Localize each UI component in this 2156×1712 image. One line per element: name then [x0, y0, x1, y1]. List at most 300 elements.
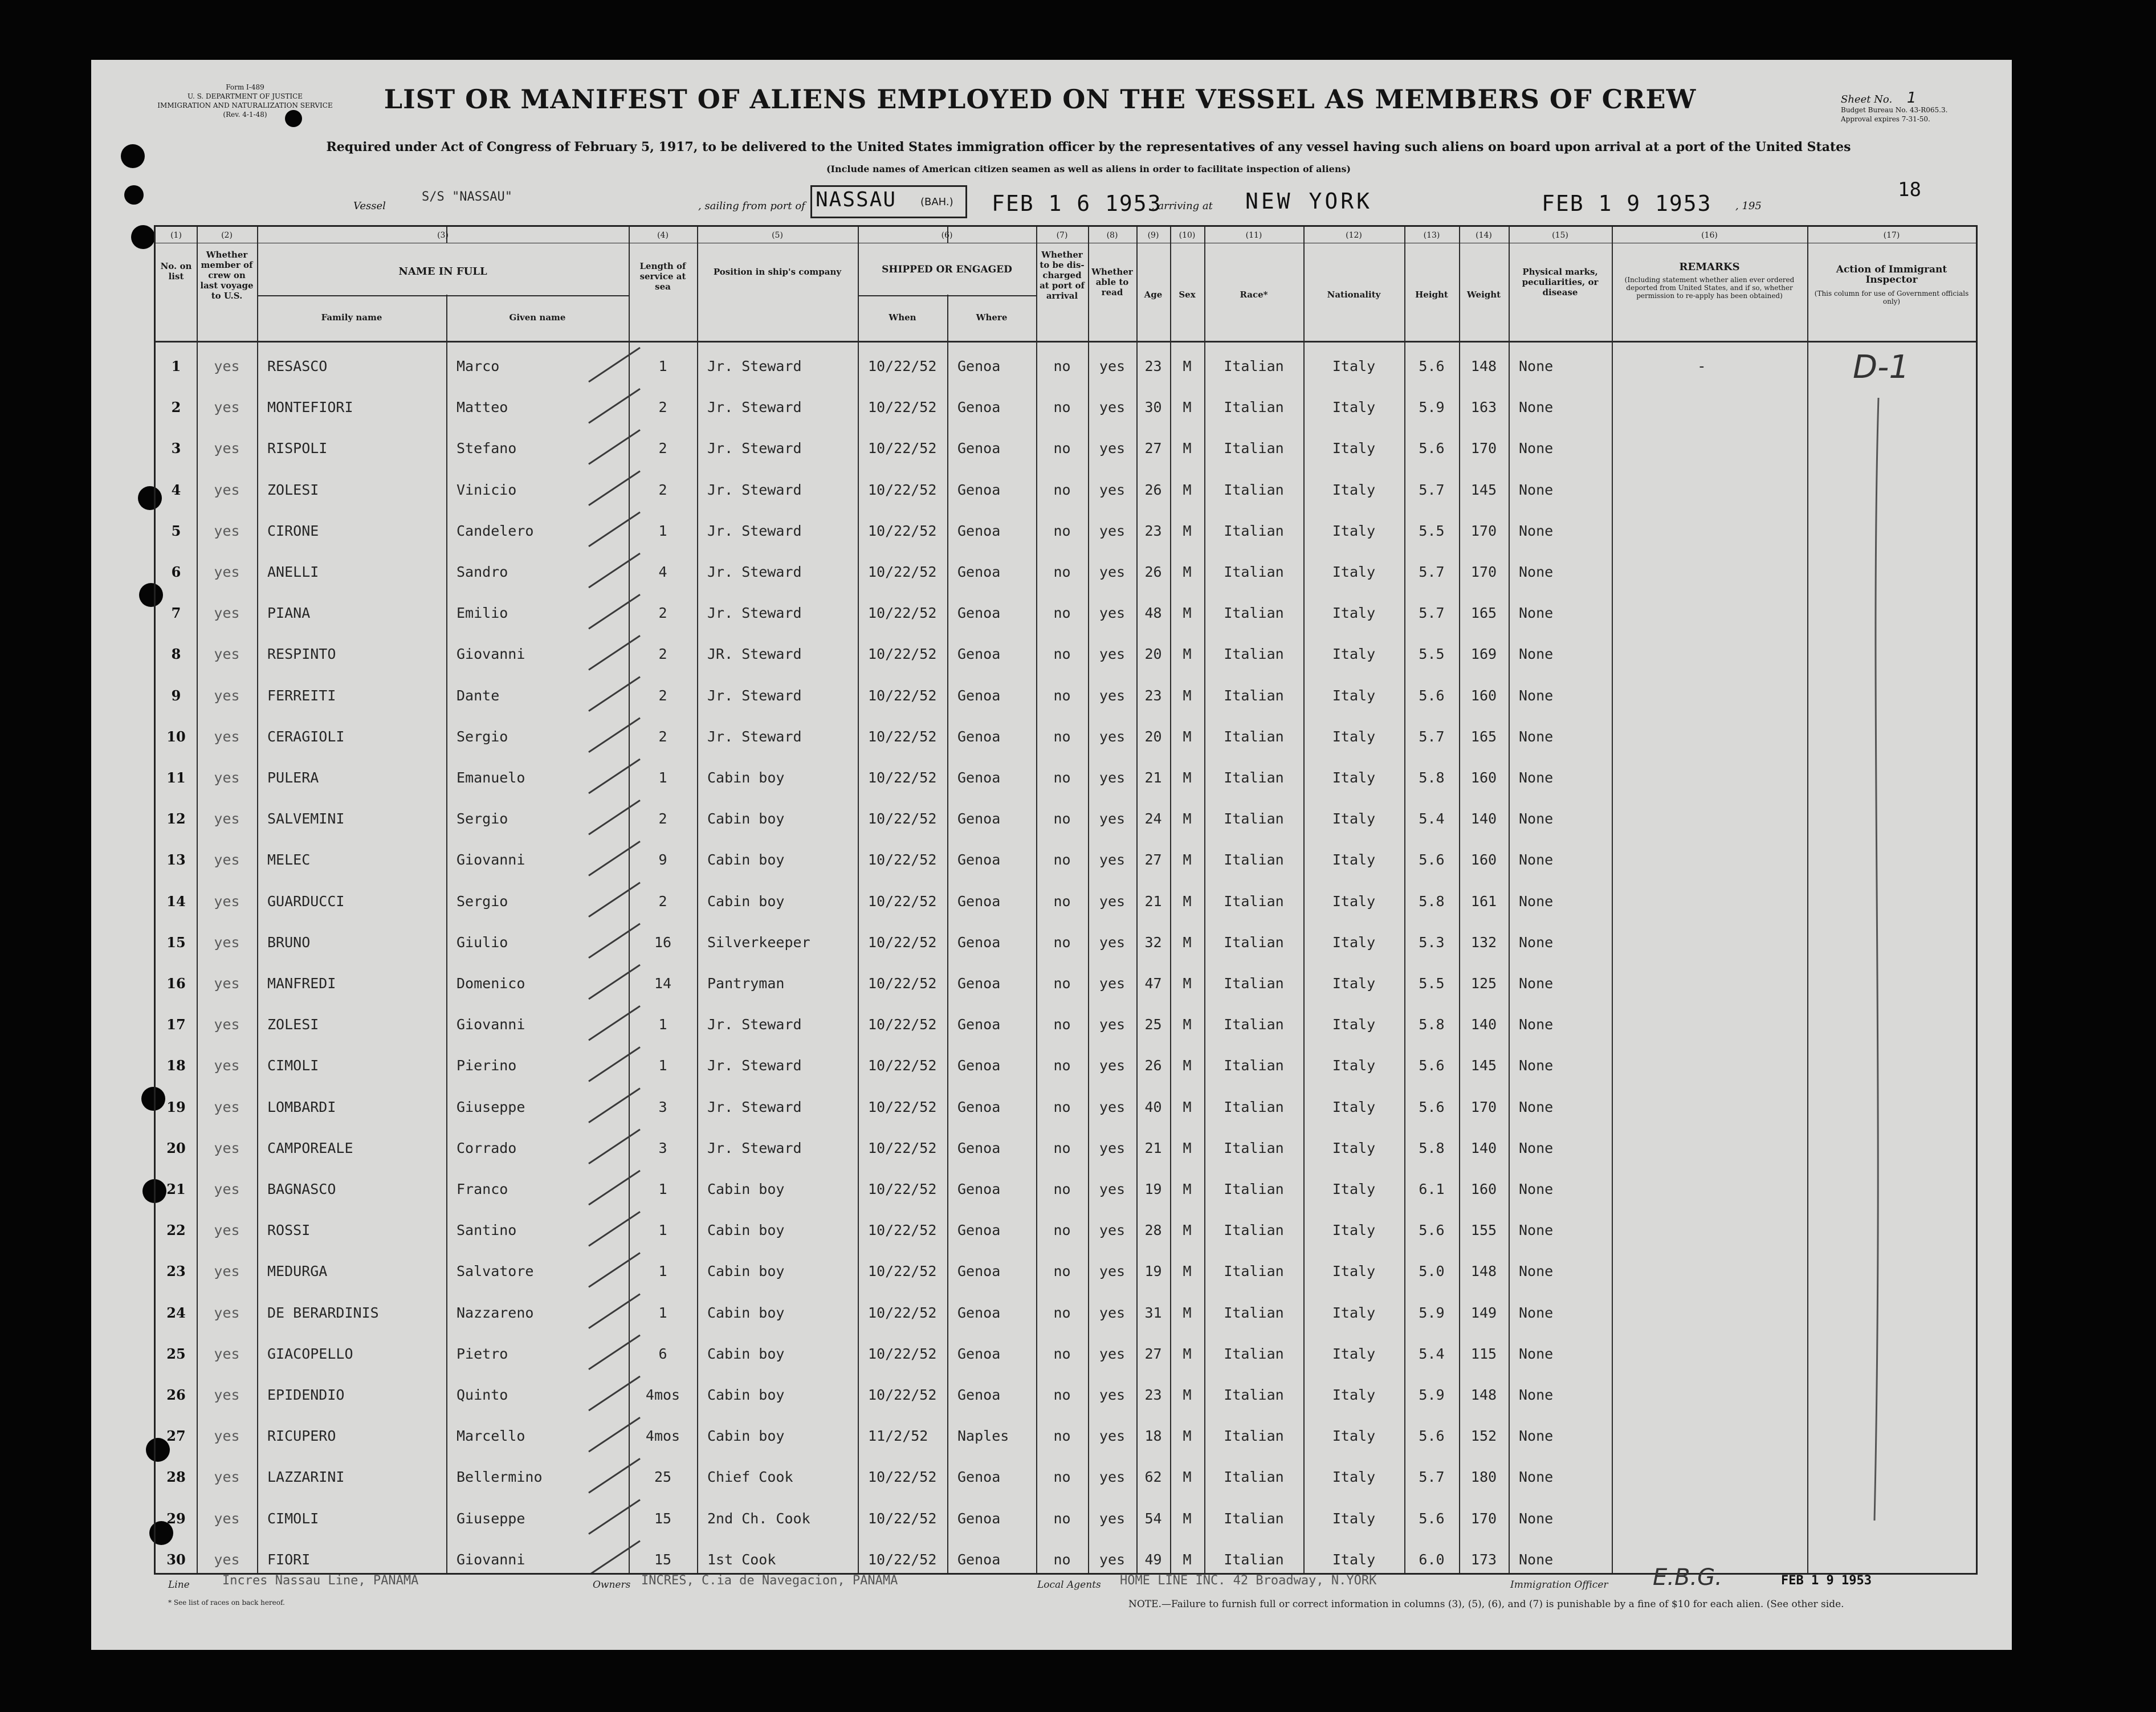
row-height: 5.3: [1419, 934, 1445, 951]
row-where: Genoa: [957, 522, 1001, 539]
row-length: 2: [658, 892, 667, 910]
row-member: yes: [214, 358, 240, 374]
row-length: 2: [658, 481, 667, 498]
row-where: Genoa: [957, 399, 1001, 416]
row-position: Jr. Steward: [707, 1098, 802, 1115]
row-discharged: no: [1053, 769, 1071, 786]
row-age: 18: [1144, 1428, 1162, 1445]
row-height: 5.6: [1419, 1098, 1445, 1115]
row-position: Cabin boy: [707, 810, 785, 828]
row-race: Italian: [1224, 769, 1284, 786]
row-where: Genoa: [957, 1469, 1001, 1486]
row-no: 28: [166, 1469, 186, 1486]
check-slash: [589, 924, 640, 958]
column-number: (3): [437, 231, 449, 240]
row-nationality: Italy: [1332, 1551, 1376, 1568]
row-sex: M: [1183, 1469, 1192, 1486]
row-when: 10/22/52: [868, 1222, 937, 1239]
row-when: 10/22/52: [868, 358, 937, 374]
sheet-number-label: Sheet No. 1: [1841, 89, 1917, 107]
line-label: Line: [168, 1579, 190, 1591]
row-given: Giuseppe: [457, 1510, 525, 1527]
sailing-port: NASSAU: [816, 188, 897, 211]
row-discharged: no: [1053, 399, 1071, 416]
row-length: 15: [654, 1551, 672, 1568]
row-weight: 169: [1470, 646, 1497, 663]
row-length: 1: [658, 1181, 667, 1197]
row-read: yes: [1099, 1304, 1126, 1321]
row-position: JR. Steward: [707, 646, 802, 663]
row-age: 21: [1144, 1139, 1162, 1156]
row-age: 20: [1144, 646, 1162, 663]
row-where: Genoa: [957, 440, 1001, 457]
row-given: Sergio: [457, 728, 508, 745]
row-position: Jr. Steward: [707, 1139, 802, 1156]
row-family: RESPINTO: [267, 646, 336, 663]
row-physical: None: [1519, 934, 1554, 951]
sheet-count: 18: [1898, 178, 1921, 201]
row-family: MEDURGA: [267, 1263, 328, 1280]
arriving-label: , arriving at: [1151, 200, 1213, 212]
row-age: 32: [1144, 934, 1162, 951]
row-age: 28: [1144, 1222, 1162, 1239]
row-weight: 145: [1470, 1057, 1497, 1074]
row-nationality: Italy: [1332, 1098, 1376, 1115]
sailing-port-stamp: [810, 185, 967, 218]
year-label: , 195: [1735, 200, 1762, 212]
row-race: Italian: [1224, 481, 1284, 498]
row-weight: 160: [1470, 687, 1497, 704]
row-weight: 155: [1470, 1222, 1497, 1239]
row-height: 5.6: [1419, 1428, 1445, 1445]
row-race: Italian: [1224, 1469, 1284, 1486]
row-length: 2: [658, 687, 667, 704]
row-length: 2: [658, 399, 667, 416]
row-physical: None: [1519, 1098, 1554, 1115]
row-discharged: no: [1053, 1016, 1071, 1033]
row-height: 5.8: [1419, 892, 1445, 910]
row-position: 2nd Ch. Cook: [707, 1510, 810, 1527]
row-given: Matteo: [457, 399, 508, 416]
row-family: FIORI: [267, 1551, 311, 1568]
row-read: yes: [1099, 892, 1126, 910]
row-family: RESASCO: [267, 358, 328, 374]
row-discharged: no: [1053, 1304, 1071, 1321]
row-when: 10/22/52: [868, 1057, 937, 1074]
row-discharged: no: [1053, 1222, 1071, 1239]
row-member: yes: [214, 892, 240, 910]
row-member: yes: [214, 810, 240, 828]
row-family: GUARDUCCI: [267, 892, 345, 910]
row-read: yes: [1099, 481, 1126, 498]
column-number: (15): [1552, 231, 1568, 240]
row-weight: 161: [1470, 892, 1497, 910]
row-age: 21: [1144, 769, 1162, 786]
row-read: yes: [1099, 1016, 1126, 1033]
row-when: 10/22/52: [868, 522, 937, 539]
row-sex: M: [1183, 1057, 1192, 1074]
row-physical: None: [1519, 522, 1554, 539]
check-slash: [589, 1089, 640, 1123]
row-no: 6: [171, 564, 181, 580]
row-member: yes: [214, 1304, 240, 1321]
handwritten-marks: [156, 227, 1976, 1573]
row-no: 13: [166, 851, 186, 869]
row-sex: M: [1183, 440, 1192, 457]
row-race: Italian: [1224, 1016, 1284, 1033]
row-length: 4: [658, 564, 667, 580]
row-discharged: no: [1053, 481, 1071, 498]
row-where: Genoa: [957, 1098, 1001, 1115]
row-given: Giovanni: [457, 646, 525, 663]
row-family: ZOLESI: [267, 1016, 319, 1033]
row-no: 21: [166, 1181, 186, 1197]
check-slash: [589, 1130, 640, 1164]
row-sex: M: [1183, 851, 1192, 869]
check-slash: [589, 1171, 640, 1205]
row-position: Cabin boy: [707, 1304, 785, 1321]
row-read: yes: [1099, 646, 1126, 663]
row-sex: M: [1183, 769, 1192, 786]
row-physical: None: [1519, 769, 1554, 786]
row-when: 10/22/52: [868, 892, 937, 910]
row-nationality: Italy: [1332, 769, 1376, 786]
row-given: Marcello: [457, 1428, 525, 1445]
check-slash: [589, 389, 640, 423]
manifest-sheet: [91, 60, 2012, 1650]
row-read: yes: [1099, 358, 1126, 374]
row-position: Cabin boy: [707, 1428, 785, 1445]
revision-date: (Rev. 4-1-48): [223, 111, 267, 119]
line-value: Incres Nassau Line, PANAMA: [222, 1574, 419, 1588]
row-discharged: no: [1053, 687, 1071, 704]
header-action: Action of Immigrant Inspector: [1836, 264, 1947, 286]
row-sex: M: [1183, 1304, 1192, 1321]
row-physical: None: [1519, 810, 1554, 828]
row-discharged: no: [1053, 934, 1071, 951]
row-when: 10/22/52: [868, 1016, 937, 1033]
check-slash: [589, 1458, 640, 1493]
row-sex: M: [1183, 522, 1192, 539]
row-family: PIANA: [267, 605, 311, 622]
row-weight: 160: [1470, 851, 1497, 869]
row-discharged: no: [1053, 1551, 1071, 1568]
row-member: yes: [214, 1222, 240, 1239]
row-when: 10/22/52: [868, 440, 937, 457]
row-physical: None: [1519, 1057, 1554, 1074]
row-member: yes: [214, 1428, 240, 1445]
row-when: 10/22/52: [868, 934, 937, 951]
row-age: 21: [1144, 892, 1162, 910]
row-where: Genoa: [957, 1181, 1001, 1197]
row-weight: 148: [1470, 358, 1497, 374]
row-family: MONTEFIORI: [267, 399, 353, 416]
row-age: 31: [1144, 1304, 1162, 1321]
row-member: yes: [214, 399, 240, 416]
row-given: Salvatore: [457, 1263, 534, 1280]
check-slash: [589, 759, 640, 793]
row-length: 1: [658, 358, 667, 374]
inspector-mark: D-1: [1853, 349, 1909, 386]
row-sex: M: [1183, 1139, 1192, 1156]
check-slash: [589, 430, 640, 464]
row-family: CIMOLI: [267, 1510, 319, 1527]
row-length: 3: [658, 1139, 667, 1156]
row-given: Corrado: [457, 1139, 517, 1156]
row-where: Genoa: [957, 851, 1001, 869]
row-member: yes: [214, 1057, 240, 1074]
row-no: 14: [166, 892, 186, 910]
row-height: 5.4: [1419, 810, 1445, 828]
row-read: yes: [1099, 1139, 1126, 1156]
row-family: LAZZARINI: [267, 1469, 345, 1486]
row-read: yes: [1099, 1263, 1126, 1280]
row-discharged: no: [1053, 892, 1071, 910]
row-physical: None: [1519, 1222, 1554, 1239]
row-position: Cabin boy: [707, 1263, 785, 1280]
row-physical: None: [1519, 646, 1554, 663]
row-family: CERAGIOLI: [267, 728, 345, 745]
header-length: Length of service at sea: [639, 261, 686, 292]
row-member: yes: [214, 1387, 240, 1403]
row-no: 27: [166, 1428, 186, 1445]
row-no: 12: [166, 810, 186, 828]
column-number: (14): [1476, 231, 1492, 240]
row-given: Sergio: [457, 892, 508, 910]
row-where: Naples: [957, 1428, 1009, 1445]
row-no: 25: [166, 1345, 186, 1362]
row-discharged: no: [1053, 1139, 1071, 1156]
row-member: yes: [214, 975, 240, 992]
row-member: yes: [214, 934, 240, 951]
header-no: No. on list: [160, 261, 192, 282]
row-nationality: Italy: [1332, 1016, 1376, 1033]
row-where: Genoa: [957, 564, 1001, 580]
row-sex: M: [1183, 1551, 1192, 1568]
row-position: Jr. Steward: [707, 358, 802, 374]
sailing-label: , sailing from port of: [698, 200, 805, 212]
row-physical: None: [1519, 399, 1554, 416]
row-when: 10/22/52: [868, 399, 937, 416]
row-nationality: Italy: [1332, 1222, 1376, 1239]
row-age: 26: [1144, 1057, 1162, 1074]
row-position: Cabin boy: [707, 1345, 785, 1362]
row-given: Franco: [457, 1181, 508, 1197]
row-position: Cabin boy: [707, 1181, 785, 1197]
row-discharged: no: [1053, 975, 1071, 992]
row-physical: None: [1519, 1551, 1554, 1568]
row-given: Dante: [457, 687, 500, 704]
row-no: 4: [171, 481, 181, 498]
row-read: yes: [1099, 769, 1126, 786]
row-nationality: Italy: [1332, 1139, 1376, 1156]
column-number: (6): [941, 231, 953, 240]
row-length: 1: [658, 1263, 667, 1280]
row-height: 6.1: [1419, 1181, 1445, 1197]
row-given: Pierino: [457, 1057, 517, 1074]
row-given: Sergio: [457, 810, 508, 828]
row-weight: 165: [1470, 605, 1497, 622]
header-race: Race*: [1240, 290, 1268, 300]
row-sex: M: [1183, 892, 1192, 910]
row-member: yes: [214, 769, 240, 786]
column-number: (12): [1346, 231, 1362, 240]
row-age: 26: [1144, 481, 1162, 498]
row-no: 18: [166, 1057, 186, 1074]
row-weight: 148: [1470, 1387, 1497, 1403]
row-read: yes: [1099, 440, 1126, 457]
service-name: IMMIGRATION AND NATURALIZATION SERVICE: [157, 101, 333, 109]
row-when: 10/22/52: [868, 687, 937, 704]
row-sex: M: [1183, 1098, 1192, 1115]
row-discharged: no: [1053, 810, 1071, 828]
row-sex: M: [1183, 1181, 1192, 1197]
row-age: 49: [1144, 1551, 1162, 1568]
row-member: yes: [214, 851, 240, 869]
row-given: Stefano: [457, 440, 517, 457]
row-when: 10/22/52: [868, 1304, 937, 1321]
row-where: Genoa: [957, 646, 1001, 663]
header-remarks: REMARKS: [1679, 261, 1740, 273]
officer-label: Immigration Officer: [1510, 1579, 1608, 1591]
row-when: 10/22/52: [868, 1345, 937, 1362]
row-race: Italian: [1224, 605, 1284, 622]
row-position: 1st Cook: [707, 1551, 776, 1568]
row-race: Italian: [1224, 1551, 1284, 1568]
row-where: Genoa: [957, 481, 1001, 498]
row-read: yes: [1099, 1181, 1126, 1197]
check-slash: [589, 1376, 640, 1411]
row-race: Italian: [1224, 1428, 1284, 1445]
row-read: yes: [1099, 522, 1126, 539]
row-race: Italian: [1224, 851, 1284, 869]
row-length: 9: [658, 851, 667, 869]
arriving-port: NEW YORK: [1245, 189, 1373, 214]
row-read: yes: [1099, 1057, 1126, 1074]
row-where: Genoa: [957, 1510, 1001, 1527]
row-height: 5.6: [1419, 851, 1445, 869]
row-length: 1: [658, 1222, 667, 1239]
row-when: 10/22/52: [868, 810, 937, 828]
row-height: 5.6: [1419, 1510, 1445, 1527]
row-race: Italian: [1224, 564, 1284, 580]
row-where: Genoa: [957, 1304, 1001, 1321]
row-no: 8: [171, 646, 181, 663]
check-slash: [589, 883, 640, 917]
row-nationality: Italy: [1332, 646, 1376, 663]
row-height: 5.6: [1419, 358, 1445, 374]
check-slash: [589, 594, 640, 629]
row-length: 1: [658, 769, 667, 786]
header-position: Position in ship's company: [713, 267, 842, 277]
row-height: 5.7: [1419, 1469, 1445, 1486]
row-nationality: Italy: [1332, 399, 1376, 416]
row-member: yes: [214, 1345, 240, 1362]
row-position: Pantryman: [707, 975, 785, 992]
row-when: 10/22/52: [868, 1510, 937, 1527]
row-race: Italian: [1224, 646, 1284, 663]
row-family: SALVEMINI: [267, 810, 345, 828]
row-nationality: Italy: [1332, 1057, 1376, 1074]
sailing-date: FEB 1 6 1953: [992, 191, 1162, 216]
row-sex: M: [1183, 1016, 1192, 1033]
row-read: yes: [1099, 1428, 1126, 1445]
row-given: Nazzareno: [457, 1304, 534, 1321]
row-position: Jr. Steward: [707, 728, 802, 745]
row-position: Cabin boy: [707, 1222, 785, 1239]
row-when: 10/22/52: [868, 851, 937, 869]
row-length: 16: [654, 934, 672, 951]
row-race: Italian: [1224, 687, 1284, 704]
row-sex: M: [1183, 646, 1192, 663]
row-read: yes: [1099, 975, 1126, 992]
row-weight: 170: [1470, 1510, 1497, 1527]
row-family: MELEC: [267, 851, 311, 869]
row-nationality: Italy: [1332, 358, 1376, 374]
row-physical: None: [1519, 728, 1554, 745]
row-weight: 152: [1470, 1428, 1497, 1445]
row-race: Italian: [1224, 399, 1284, 416]
row-family: RICUPERO: [267, 1428, 336, 1445]
row-position: Jr. Steward: [707, 605, 802, 622]
header-family: Family name: [321, 312, 382, 323]
row-nationality: Italy: [1332, 728, 1376, 745]
row-sex: M: [1183, 399, 1192, 416]
row-length: 2: [658, 440, 667, 457]
row-weight: 170: [1470, 522, 1497, 539]
row-member: yes: [214, 1263, 240, 1280]
row-physical: None: [1519, 1181, 1554, 1197]
arrival-date: FEB 1 9 1953: [1542, 191, 1712, 216]
row-nationality: Italy: [1332, 1387, 1376, 1403]
row-when: 10/22/52: [868, 1181, 937, 1197]
row-given: Marco: [457, 358, 500, 374]
row-no: 26: [166, 1387, 186, 1403]
row-height: 5.7: [1419, 605, 1445, 622]
row-weight: 148: [1470, 1263, 1497, 1280]
row-no: 22: [166, 1222, 186, 1239]
row-nationality: Italy: [1332, 1469, 1376, 1486]
row-length: 25: [654, 1469, 672, 1486]
row-discharged: no: [1053, 646, 1071, 663]
row-weight: 140: [1470, 1139, 1497, 1156]
row-weight: 132: [1470, 934, 1497, 951]
row-sex: M: [1183, 1428, 1192, 1445]
row-physical: None: [1519, 1510, 1554, 1527]
row-height: 5.9: [1419, 1387, 1445, 1403]
row-read: yes: [1099, 399, 1126, 416]
header-when: When: [889, 312, 916, 323]
row-family: MANFREDI: [267, 975, 336, 992]
row-length: 4mos: [645, 1428, 680, 1445]
column-number: (17): [1883, 231, 1900, 240]
row-height: 5.8: [1419, 1139, 1445, 1156]
check-slash: [589, 1212, 640, 1246]
row-nationality: Italy: [1332, 810, 1376, 828]
row-height: 5.7: [1419, 564, 1445, 580]
header-remarks-note: (Including statement whether alien ever ordered deported from United States, and if so, whether permission to re-apply has been obtained): [1624, 276, 1795, 300]
row-family: CIRONE: [267, 522, 319, 539]
vessel-name: S/S "NASSAU": [422, 190, 512, 204]
row-height: 5.7: [1419, 728, 1445, 745]
check-slash: [589, 553, 640, 588]
row-sex: M: [1183, 1387, 1192, 1403]
check-slash: [589, 471, 640, 506]
row-position: Cabin boy: [707, 1387, 785, 1403]
row-race: Italian: [1224, 1098, 1284, 1115]
row-age: 27: [1144, 851, 1162, 869]
row-height: 5.6: [1419, 440, 1445, 457]
